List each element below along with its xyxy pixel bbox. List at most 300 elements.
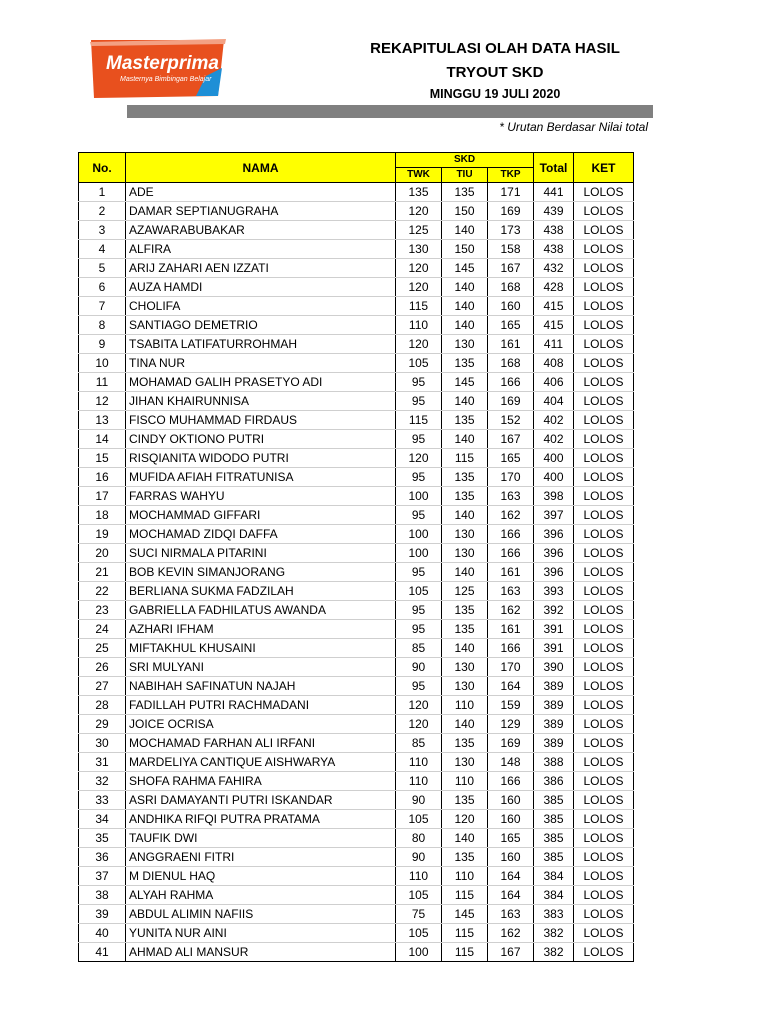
cell-tiu: 135 (442, 468, 488, 487)
cell-twk: 120 (396, 335, 442, 354)
cell-total: 438 (534, 221, 574, 240)
cell-twk: 115 (396, 297, 442, 316)
cell-nama: ASRI DAMAYANTI PUTRI ISKANDAR (126, 791, 396, 810)
cell-tkp: 163 (488, 582, 534, 601)
cell-tkp: 164 (488, 677, 534, 696)
cell-twk: 120 (396, 202, 442, 221)
table-row (79, 582, 634, 601)
cell-nama: MOCHAMMAD GIFFARI (126, 506, 396, 525)
cell-nama: CINDY OKTIONO PUTRI (126, 430, 396, 449)
cell-twk: 110 (396, 316, 442, 335)
cell-tkp: 168 (488, 354, 534, 373)
cell-ket: LOLOS (574, 221, 634, 240)
cell-tkp: 164 (488, 886, 534, 905)
cell-twk: 85 (396, 639, 442, 658)
cell-ket: LOLOS (574, 202, 634, 221)
cell-twk: 130 (396, 240, 442, 259)
table-row (79, 696, 634, 715)
cell-ket: LOLOS (574, 848, 634, 867)
cell-twk: 105 (396, 354, 442, 373)
cell-total: 390 (534, 658, 574, 677)
cell-tiu: 115 (442, 886, 488, 905)
cell-no: 34 (79, 810, 126, 829)
cell-ket: LOLOS (574, 240, 634, 259)
cell-twk: 110 (396, 772, 442, 791)
cell-no: 17 (79, 487, 126, 506)
cell-total: 392 (534, 601, 574, 620)
cell-ket: LOLOS (574, 506, 634, 525)
cell-tiu: 110 (442, 772, 488, 791)
table-row (79, 753, 634, 772)
cell-nama: ADE (126, 183, 396, 202)
cell-tiu: 145 (442, 373, 488, 392)
cell-tiu: 145 (442, 259, 488, 278)
cell-total: 432 (534, 259, 574, 278)
cell-tkp: 129 (488, 715, 534, 734)
cell-tkp: 167 (488, 943, 534, 962)
cell-nama: SUCI NIRMALA PITARINI (126, 544, 396, 563)
cell-tiu: 140 (442, 297, 488, 316)
cell-ket: LOLOS (574, 392, 634, 411)
cell-tkp: 160 (488, 297, 534, 316)
cell-ket: LOLOS (574, 943, 634, 962)
cell-tkp: 171 (488, 183, 534, 202)
table-row (79, 411, 634, 430)
cell-nama: MOCHAMAD ZIDQI DAFFA (126, 525, 396, 544)
cell-twk: 125 (396, 221, 442, 240)
table-row (79, 506, 634, 525)
cell-tiu: 135 (442, 734, 488, 753)
cell-tiu: 110 (442, 696, 488, 715)
table-header (79, 153, 634, 183)
cell-ket: LOLOS (574, 715, 634, 734)
cell-ket: LOLOS (574, 259, 634, 278)
cell-no: 18 (79, 506, 126, 525)
cell-tiu: 130 (442, 525, 488, 544)
logo-tagline: Masternya Bimbingan Belajar (120, 76, 212, 83)
cell-nama: ARIJ ZAHARI AEN IZZATI (126, 259, 396, 278)
report-title: REKAPITULASI OLAH DATA HASIL (370, 40, 620, 57)
cell-total: 393 (534, 582, 574, 601)
cell-no: 20 (79, 544, 126, 563)
cell-no: 22 (79, 582, 126, 601)
cell-ket: LOLOS (574, 924, 634, 943)
logo-wordmark: Masterprima (106, 53, 219, 74)
cell-tiu: 130 (442, 658, 488, 677)
table-row (79, 221, 634, 240)
cell-tkp: 166 (488, 373, 534, 392)
cell-nama: M DIENUL HAQ (126, 867, 396, 886)
cell-tiu: 135 (442, 487, 488, 506)
table-row (79, 202, 634, 221)
col-total-header: Total (534, 153, 574, 183)
table-body (79, 183, 634, 962)
cell-twk: 135 (396, 183, 442, 202)
cell-tiu: 140 (442, 221, 488, 240)
cell-twk: 100 (396, 525, 442, 544)
cell-nama: AHMAD ALI MANSUR (126, 943, 396, 962)
cell-ket: LOLOS (574, 430, 634, 449)
table-row (79, 563, 634, 582)
cell-tiu: 140 (442, 639, 488, 658)
cell-nama: BERLIANA SUKMA FADZILAH (126, 582, 396, 601)
cell-total: 400 (534, 449, 574, 468)
table-row (79, 449, 634, 468)
table-row (79, 620, 634, 639)
cell-nama: JOICE OCRISA (126, 715, 396, 734)
cell-tiu: 135 (442, 183, 488, 202)
table-row (79, 297, 634, 316)
cell-no: 37 (79, 867, 126, 886)
cell-ket: LOLOS (574, 544, 634, 563)
cell-twk: 95 (396, 620, 442, 639)
cell-tkp: 166 (488, 544, 534, 563)
cell-twk: 95 (396, 563, 442, 582)
table-row (79, 544, 634, 563)
cell-twk: 115 (396, 411, 442, 430)
cell-nama: ANDHIKA RIFQI PUTRA PRATAMA (126, 810, 396, 829)
cell-nama: SRI MULYANI (126, 658, 396, 677)
table-row (79, 335, 634, 354)
masterprima-logo (88, 38, 228, 100)
cell-no: 29 (79, 715, 126, 734)
cell-tkp: 162 (488, 601, 534, 620)
cell-nama: MOCHAMAD FARHAN ALI IRFANI (126, 734, 396, 753)
cell-total: 398 (534, 487, 574, 506)
col-nama-header: NAMA (126, 153, 396, 183)
cell-no: 12 (79, 392, 126, 411)
cell-ket: LOLOS (574, 278, 634, 297)
cell-total: 384 (534, 886, 574, 905)
cell-total: 382 (534, 924, 574, 943)
cell-total: 396 (534, 544, 574, 563)
cell-ket: LOLOS (574, 525, 634, 544)
cell-twk: 95 (396, 677, 442, 696)
cell-nama: SHOFA RAHMA FAHIRA (126, 772, 396, 791)
cell-nama: DAMAR SEPTIANUGRAHA (126, 202, 396, 221)
cell-no: 30 (79, 734, 126, 753)
cell-total: 384 (534, 867, 574, 886)
table-row (79, 791, 634, 810)
results-table (78, 152, 634, 962)
cell-twk: 95 (396, 468, 442, 487)
cell-total: 385 (534, 848, 574, 867)
cell-no: 6 (79, 278, 126, 297)
cell-tkp: 161 (488, 335, 534, 354)
cell-tiu: 150 (442, 240, 488, 259)
cell-total: 391 (534, 620, 574, 639)
table-row (79, 278, 634, 297)
cell-nama: JIHAN KHAIRUNNISA (126, 392, 396, 411)
table-row (79, 715, 634, 734)
cell-ket: LOLOS (574, 677, 634, 696)
cell-tkp: 165 (488, 449, 534, 468)
table-row (79, 772, 634, 791)
table-row (79, 392, 634, 411)
cell-total: 389 (534, 696, 574, 715)
cell-nama: FISCO MUHAMMAD FIRDAUS (126, 411, 396, 430)
cell-nama: TINA NUR (126, 354, 396, 373)
cell-total: 404 (534, 392, 574, 411)
cell-nama: TAUFIK DWI (126, 829, 396, 848)
table-row (79, 924, 634, 943)
cell-twk: 80 (396, 829, 442, 848)
cell-ket: LOLOS (574, 886, 634, 905)
table-row (79, 373, 634, 392)
cell-twk: 100 (396, 943, 442, 962)
cell-no: 31 (79, 753, 126, 772)
cell-no: 5 (79, 259, 126, 278)
cell-nama: CHOLIFA (126, 297, 396, 316)
cell-no: 14 (79, 430, 126, 449)
cell-tiu: 140 (442, 430, 488, 449)
cell-tkp: 170 (488, 658, 534, 677)
col-twk-header: TWK (396, 168, 442, 183)
cell-twk: 120 (396, 278, 442, 297)
cell-twk: 95 (396, 506, 442, 525)
cell-no: 35 (79, 829, 126, 848)
cell-ket: LOLOS (574, 601, 634, 620)
cell-total: 439 (534, 202, 574, 221)
cell-total: 402 (534, 411, 574, 430)
cell-nama: FARRAS WAHYU (126, 487, 396, 506)
cell-tkp: 169 (488, 202, 534, 221)
cell-ket: LOLOS (574, 753, 634, 772)
cell-ket: LOLOS (574, 905, 634, 924)
cell-no: 39 (79, 905, 126, 924)
cell-tiu: 135 (442, 791, 488, 810)
cell-tiu: 140 (442, 829, 488, 848)
cell-ket: LOLOS (574, 829, 634, 848)
table-row (79, 525, 634, 544)
cell-tiu: 135 (442, 601, 488, 620)
cell-twk: 110 (396, 753, 442, 772)
table-row (79, 183, 634, 202)
cell-tkp: 168 (488, 278, 534, 297)
cell-total: 402 (534, 430, 574, 449)
cell-tkp: 166 (488, 772, 534, 791)
cell-tkp: 162 (488, 924, 534, 943)
col-ket-header: KET (574, 153, 634, 183)
cell-no: 8 (79, 316, 126, 335)
cell-tkp: 166 (488, 639, 534, 658)
cell-total: 382 (534, 943, 574, 962)
col-tkp-header: TKP (488, 168, 534, 183)
cell-nama: AZAWARABUBAKAR (126, 221, 396, 240)
cell-tiu: 115 (442, 449, 488, 468)
table-row (79, 430, 634, 449)
cell-tkp: 148 (488, 753, 534, 772)
cell-total: 386 (534, 772, 574, 791)
table-row (79, 905, 634, 924)
table-row (79, 259, 634, 278)
cell-total: 415 (534, 316, 574, 335)
cell-twk: 90 (396, 848, 442, 867)
cell-total: 408 (534, 354, 574, 373)
cell-twk: 120 (396, 696, 442, 715)
cell-tiu: 135 (442, 411, 488, 430)
cell-nama: NABIHAH SAFINATUN NAJAH (126, 677, 396, 696)
cell-nama: TSABITA LATIFATURROHMAH (126, 335, 396, 354)
cell-tkp: 164 (488, 867, 534, 886)
cell-twk: 95 (396, 430, 442, 449)
cell-ket: LOLOS (574, 810, 634, 829)
cell-tkp: 167 (488, 430, 534, 449)
cell-total: 385 (534, 829, 574, 848)
cell-no: 19 (79, 525, 126, 544)
cell-nama: ANGGRAENI FITRI (126, 848, 396, 867)
cell-total: 428 (534, 278, 574, 297)
cell-tkp: 160 (488, 791, 534, 810)
cell-tiu: 130 (442, 335, 488, 354)
table-row (79, 316, 634, 335)
cell-tkp: 166 (488, 525, 534, 544)
cell-twk: 100 (396, 544, 442, 563)
cell-nama: BOB KEVIN SIMANJORANG (126, 563, 396, 582)
cell-no: 41 (79, 943, 126, 962)
cell-no: 10 (79, 354, 126, 373)
cell-tkp: 162 (488, 506, 534, 525)
cell-nama: RISQIANITA WIDODO PUTRI (126, 449, 396, 468)
cell-tiu: 140 (442, 278, 488, 297)
cell-no: 28 (79, 696, 126, 715)
table-row (79, 639, 634, 658)
table-row (79, 354, 634, 373)
cell-no: 7 (79, 297, 126, 316)
cell-ket: LOLOS (574, 620, 634, 639)
cell-no: 25 (79, 639, 126, 658)
cell-nama: MUFIDA AFIAH FITRATUNISA (126, 468, 396, 487)
table-row (79, 943, 634, 962)
table-row (79, 734, 634, 753)
cell-ket: LOLOS (574, 696, 634, 715)
cell-tkp: 167 (488, 259, 534, 278)
cell-total: 396 (534, 525, 574, 544)
cell-tkp: 158 (488, 240, 534, 259)
report-date: MINGGU 19 JULI 2020 (429, 87, 561, 101)
cell-ket: LOLOS (574, 183, 634, 202)
cell-tkp: 160 (488, 810, 534, 829)
cell-total: 383 (534, 905, 574, 924)
cell-twk: 110 (396, 867, 442, 886)
col-no-header: No. (79, 153, 126, 183)
cell-ket: LOLOS (574, 411, 634, 430)
cell-twk: 120 (396, 449, 442, 468)
cell-tiu: 115 (442, 924, 488, 943)
cell-tkp: 169 (488, 392, 534, 411)
table-row (79, 867, 634, 886)
cell-twk: 85 (396, 734, 442, 753)
col-tiu-header: TIU (442, 168, 488, 183)
cell-tiu: 135 (442, 848, 488, 867)
table-row (79, 810, 634, 829)
cell-total: 389 (534, 715, 574, 734)
cell-nama: ALFIRA (126, 240, 396, 259)
cell-ket: LOLOS (574, 791, 634, 810)
cell-total: 441 (534, 183, 574, 202)
cell-ket: LOLOS (574, 316, 634, 335)
table-row (79, 829, 634, 848)
cell-tiu: 130 (442, 677, 488, 696)
cell-ket: LOLOS (574, 354, 634, 373)
cell-tkp: 152 (488, 411, 534, 430)
cell-tiu: 135 (442, 620, 488, 639)
cell-twk: 105 (396, 886, 442, 905)
cell-tiu: 125 (442, 582, 488, 601)
cell-nama: FADILLAH PUTRI RACHMADANI (126, 696, 396, 715)
cell-ket: LOLOS (574, 468, 634, 487)
cell-total: 406 (534, 373, 574, 392)
cell-nama: MIFTAKHUL KHUSAINI (126, 639, 396, 658)
cell-tiu: 115 (442, 943, 488, 962)
cell-no: 27 (79, 677, 126, 696)
cell-no: 1 (79, 183, 126, 202)
cell-tiu: 140 (442, 506, 488, 525)
cell-total: 385 (534, 810, 574, 829)
cell-tiu: 145 (442, 905, 488, 924)
cell-no: 16 (79, 468, 126, 487)
cell-ket: LOLOS (574, 772, 634, 791)
report-subtitle: TRYOUT SKD (446, 64, 544, 81)
cell-ket: LOLOS (574, 563, 634, 582)
cell-no: 2 (79, 202, 126, 221)
cell-no: 9 (79, 335, 126, 354)
cell-tiu: 120 (442, 810, 488, 829)
cell-no: 40 (79, 924, 126, 943)
table-row (79, 487, 634, 506)
table-row (79, 658, 634, 677)
cell-total: 396 (534, 563, 574, 582)
sort-note: * Urutan Berdasar Nilai total (499, 120, 648, 134)
cell-no: 36 (79, 848, 126, 867)
table-row (79, 677, 634, 696)
cell-no: 11 (79, 373, 126, 392)
cell-ket: LOLOS (574, 449, 634, 468)
cell-ket: LOLOS (574, 639, 634, 658)
table-row (79, 848, 634, 867)
cell-twk: 105 (396, 810, 442, 829)
cell-total: 389 (534, 677, 574, 696)
cell-ket: LOLOS (574, 867, 634, 886)
cell-ket: LOLOS (574, 373, 634, 392)
cell-tiu: 140 (442, 563, 488, 582)
cell-total: 389 (534, 734, 574, 753)
cell-nama: AZHARI IFHAM (126, 620, 396, 639)
cell-no: 13 (79, 411, 126, 430)
cell-tkp: 165 (488, 316, 534, 335)
cell-nama: SANTIAGO DEMETRIO (126, 316, 396, 335)
cell-tkp: 169 (488, 734, 534, 753)
cell-tkp: 163 (488, 487, 534, 506)
cell-total: 400 (534, 468, 574, 487)
table-row (79, 240, 634, 259)
cell-tiu: 130 (442, 544, 488, 563)
cell-no: 15 (79, 449, 126, 468)
cell-tiu: 140 (442, 715, 488, 734)
cell-no: 32 (79, 772, 126, 791)
cell-nama: MARDELIYA CANTIQUE AISHWARYA (126, 753, 396, 772)
cell-twk: 95 (396, 373, 442, 392)
cell-nama: MOHAMAD GALIH PRASETYO ADI (126, 373, 396, 392)
cell-twk: 90 (396, 658, 442, 677)
cell-no: 24 (79, 620, 126, 639)
col-skd-header: SKD (396, 153, 534, 168)
cell-no: 26 (79, 658, 126, 677)
cell-nama: GABRIELLA FADHILATUS AWANDA (126, 601, 396, 620)
table-row (79, 468, 634, 487)
cell-nama: YUNITA NUR AINI (126, 924, 396, 943)
cell-total: 411 (534, 335, 574, 354)
